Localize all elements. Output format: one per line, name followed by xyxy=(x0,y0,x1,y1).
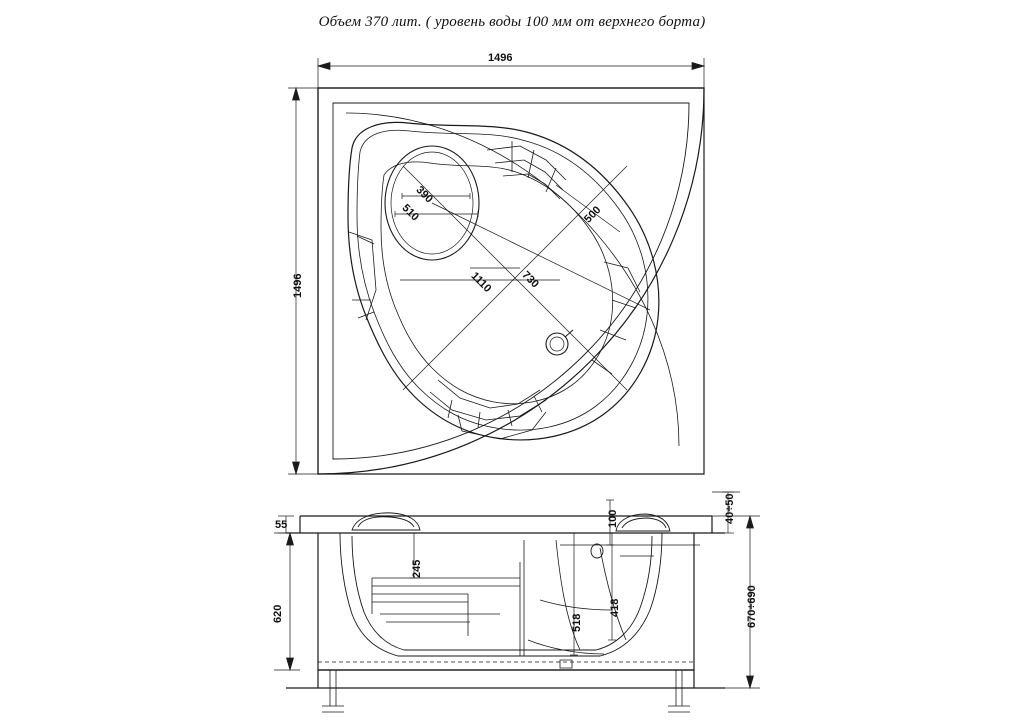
dim-label-518: 518 xyxy=(571,613,583,632)
front-dims xyxy=(274,492,760,688)
dim-label-730: 730 xyxy=(519,269,541,291)
top-view-floor xyxy=(381,162,613,404)
dim-label-390: 390 xyxy=(413,184,435,206)
drain-icon xyxy=(546,330,573,355)
dim-label-100: 100 xyxy=(607,509,619,528)
dim-label-1110: 1110 xyxy=(468,270,494,295)
page-title: Объем 370 лит. ( уровень воды 100 мм от верхнего борта) xyxy=(318,14,706,30)
dim-label-620: 620 xyxy=(272,604,284,623)
top-view-bowl xyxy=(348,122,659,440)
dim-label-245: 245 xyxy=(411,559,423,578)
dim-label-418: 418 xyxy=(609,598,621,617)
top-view-outline xyxy=(318,88,704,474)
dim-label-40-50: 40÷50 xyxy=(724,493,736,524)
top-view-ledge-detail xyxy=(487,141,566,199)
dim-label-670-690: 670÷690 xyxy=(746,585,758,628)
dim-label-top-width: 1496 xyxy=(488,52,513,64)
dim-label-500: 500 xyxy=(582,204,604,226)
top-view-rim-outer xyxy=(333,103,689,459)
front-view-profile xyxy=(340,533,662,656)
dim-label-510: 510 xyxy=(399,202,421,224)
dim-label-55: 55 xyxy=(275,519,288,531)
dim-label-top-height: 1496 xyxy=(292,273,304,298)
